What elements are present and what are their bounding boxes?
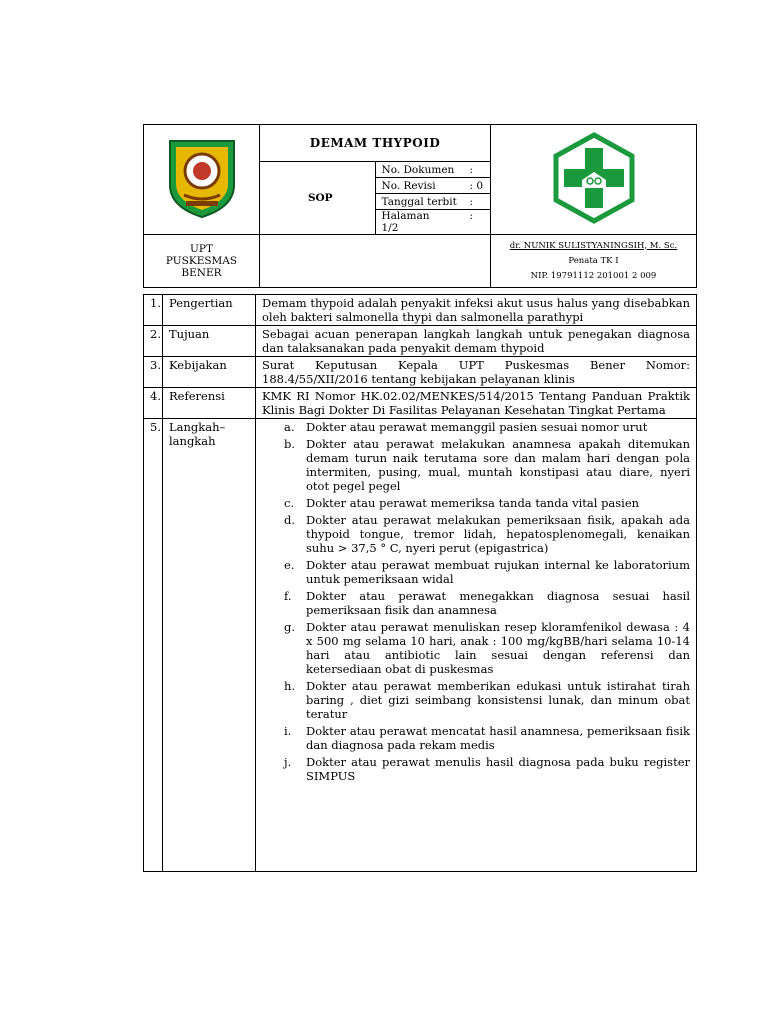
steps-cell	[256, 419, 697, 872]
step-item: i. Dokter atau perawat mencatat hasil anamnesa, pemeriksaan fisik dan diagnosa pada rekam medis	[284, 724, 690, 752]
meta-halaman: Halaman : 1/2	[375, 210, 491, 235]
puskesmas-cross-icon	[548, 132, 640, 224]
step-item: j. Dokter atau perawat menulis hasil diagnosa pada buku register SIMPUS	[284, 755, 690, 783]
blank-cell	[260, 235, 491, 288]
step-item: a. Dokter atau perawat memanggil pasien sesuai nomor urut	[284, 420, 648, 434]
meta-tanggal-terbit: Tanggal terbit :	[375, 194, 491, 210]
section-text: Surat Keputusan Kepala UPT Puskesmas Bener Nomor: 188.4/55/XII/2016 tentang kebijakan pelayanan klinis	[256, 357, 697, 388]
section-label: Referensi	[163, 388, 256, 419]
steps-section-row: 5. Langkah– langkah a. Dokter atau perawat memanggil pasien sesuai nomor urut b. Dokter atau perawat melakukan anamnesa apakah ditemukan demam turun naik terutama sore dan malam hari dengan pola intermiten, pusing, mual, muntah konstipasi atau diare, nyeri otot pegel pegel c. Dokter atau perawat memeriksa tanda tanda vital pasien d. Dokter atau perawat melakukan pemeriksaan fisik, apakah ada thypoid tongue, tremor lidah, hepatosplenomegali, kenaikan suhu > 37,5 ° C, nyeri perut (epigastrica) e. Dokter atau perawat membuat rujukan internal ke laboratorium untuk pemeriksaan widal f. Dokter atau perawat menegakkan diagnosa sesuai hasil pemeriksaan fisik dan anamnesa g. Dokter atau perawat menuliskan resep kloramfenikol dewasa : 4 x 500 mg selama 10 hari, anak : 100 mg/kgBB/hari selama 10-14 hari atau antibiotic lain sesuai dengan referensi dan ketersediaan obat di puskesmas h. Dokter atau perawat memberikan edukasi untuk istirahat tirah baring , diet gizi seimbang konsistensi lunak, dan minum obat teratur i. Dokter atau perawat mencatat hasil anamnesa, pemeriksaan fisik dan diagnosa pada rekam medis j. Dokter atau perawat menulis hasil diagnosa pada buku register SIMPUS	[144, 419, 697, 872]
signatory-nip: NIP. 19791112 201001 2 009	[530, 270, 657, 281]
steps-list	[262, 420, 690, 783]
section-label: Pengertian	[163, 295, 256, 326]
section-label: Kebijakan	[163, 357, 256, 388]
step-item: f. Dokter atau perawat menegakkan diagnosa sesuai hasil pemeriksaan fisik dan anamnesa	[284, 589, 690, 617]
meta-no-revisi: No. Revisi : 0	[375, 178, 491, 194]
section-row: 1. Pengertian Demam thypoid adalah penyakit infeksi akut usus halus yang disebabkan oleh bakteri salmonella thypi dan salmonella parathypi	[144, 295, 697, 326]
signatory-rank: Penata TK I	[568, 255, 619, 266]
step-item: g. Dokter atau perawat menuliskan resep kloramfenikol dewasa : 4 x 500 mg selama 10 hari, anak : 100 mg/kgBB/hari selama 10-14 hari atau antibiotic lain sesuai dengan referensi dan ketersediaan obat di puskesmas	[284, 620, 690, 676]
step-item: h. Dokter atau perawat memberikan edukasi untuk istirahat tirah baring , diet gizi seimbang konsistensi lunak, dan minum obat teratur	[284, 679, 690, 721]
step-item: c. Dokter atau perawat memeriksa tanda tanda vital pasien	[284, 496, 640, 510]
section-label: Tujuan	[163, 326, 256, 357]
step-item: b. Dokter atau perawat melakukan anamnesa apakah ditemukan demam turun naik terutama sore dan malam hari dengan pola intermiten, pusing, mual, muntah konstipasi atau diare, nyeri otot pegel pegel	[284, 437, 690, 493]
sop-body-table	[143, 294, 697, 872]
meta-no-dokumen: No. Dokumen :	[375, 162, 491, 178]
section-text: Demam thypoid adalah penyakit infeksi akut usus halus yang disebabkan oleh bakteri salmonella thypi dan salmonella parathypi	[256, 295, 697, 326]
section-text: Sebagai acuan penerapan langkah langkah untuk penegakan diagnosa dan talaksanakan pada penyakit demam thypoid	[256, 326, 697, 357]
section-row: 2. Tujuan Sebagai acuan penerapan langkah langkah untuk penegakan diagnosa dan talaksanakan pada penyakit demam thypoid	[144, 326, 697, 357]
regional-emblem-icon	[164, 137, 240, 219]
step-item: d. Dokter atau perawat melakukan pemeriksaan fisik, apakah ada thypoid tongue, tremor lidah, hepatosplenomegali, kenaikan suhu > 37,5 ° C, nyeri perut (epigastrica)	[284, 513, 690, 555]
section-row: 4. Referensi KMK RI Nomor HK.02.02/MENKES/514/2015 Tentang Panduan Praktik Klinis Bagi Dokter Di Fasilitas Pelayanan Kesehatan Tingkat Pertama	[144, 388, 697, 419]
sop-header-table	[143, 124, 697, 288]
left-logo-cell	[144, 125, 260, 235]
sop-label: SOP	[260, 162, 376, 235]
signatory-block	[491, 235, 697, 288]
signatory-name: dr. NUNIK SULISTYANINGSIH, M. Sc.	[509, 240, 678, 251]
right-logo-cell	[491, 125, 697, 235]
section-text: KMK RI Nomor HK.02.02/MENKES/514/2015 Tentang Panduan Praktik Klinis Bagi Dokter Di Fasilitas Pelayanan Kesehatan Tingkat Pertama	[256, 388, 697, 419]
section-label: Langkah– langkah	[163, 419, 256, 872]
organization-name: UPT PUSKESMAS BENER	[144, 235, 260, 288]
step-item: e. Dokter atau perawat membuat rujukan internal ke laboratorium untuk pemeriksaan widal	[284, 558, 690, 586]
document-title: DEMAM THYPOID	[260, 125, 491, 162]
section-row: 3. Kebijakan Surat Keputusan Kepala UPT Puskesmas Bener Nomor: 188.4/55/XII/2016 tentang kebijakan pelayanan klinis	[144, 357, 697, 388]
